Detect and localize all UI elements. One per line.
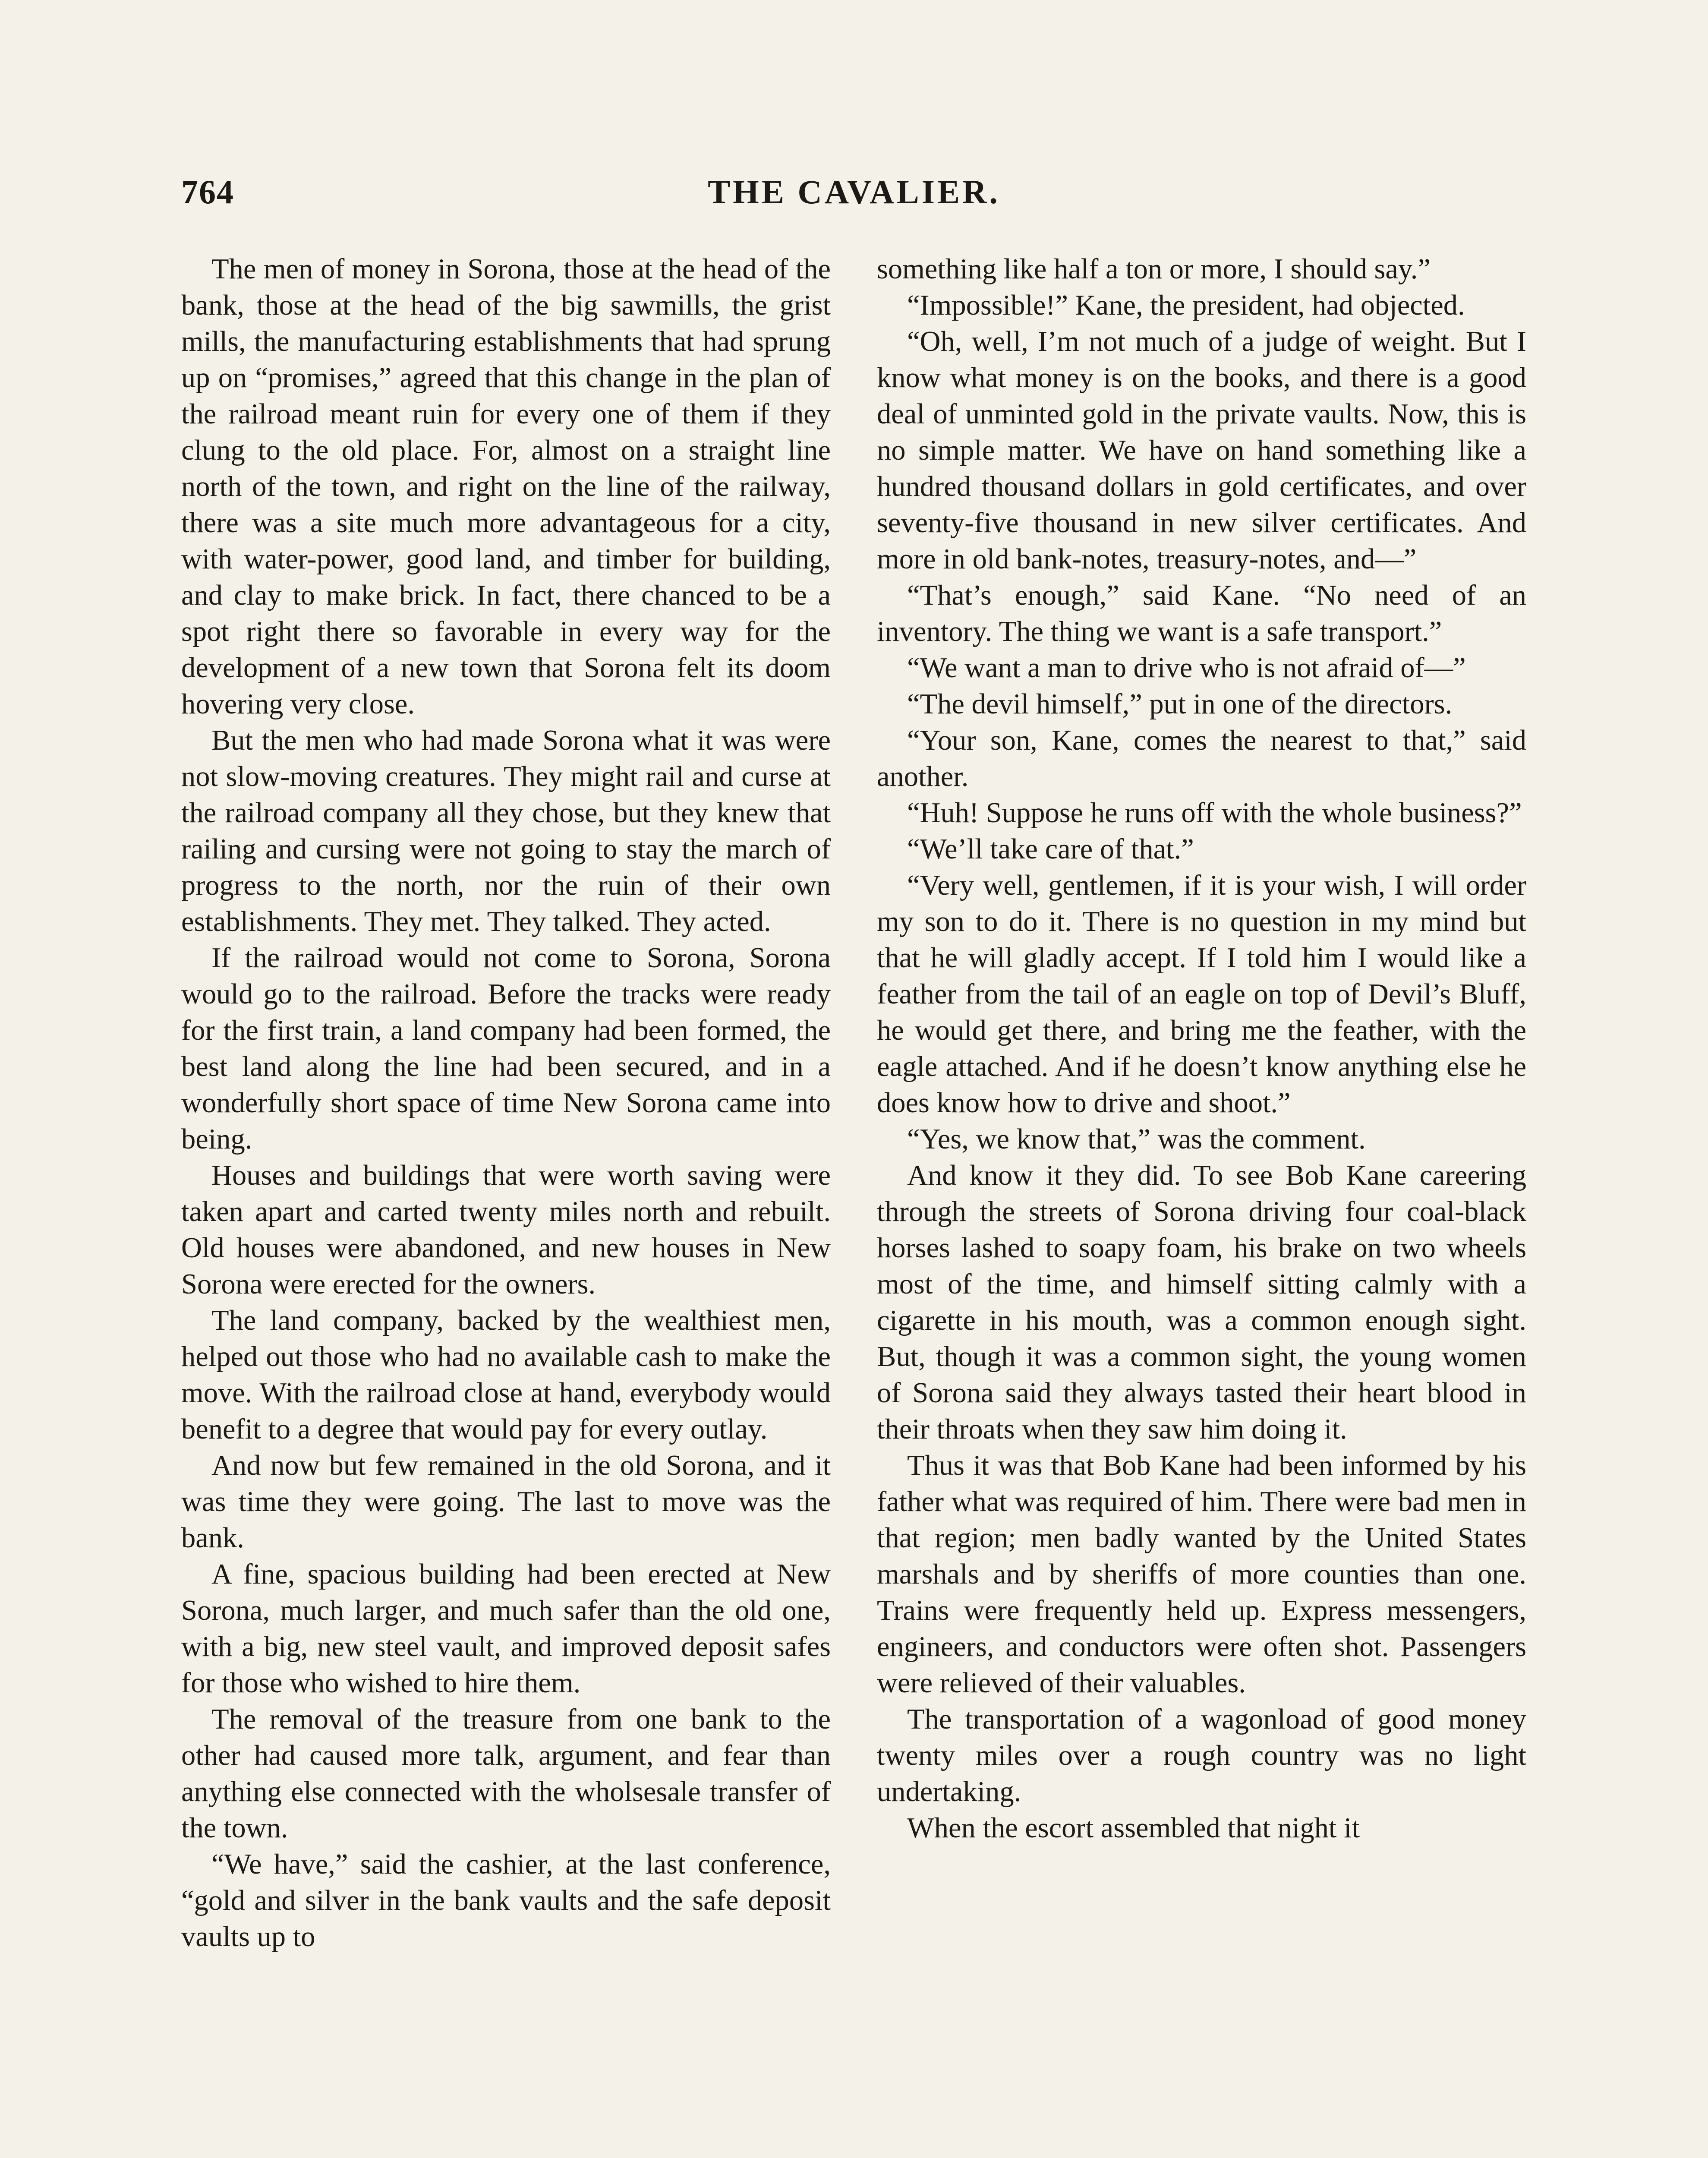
paragraph: something like half a ton or more, I should say.” [877,253,1431,285]
paragraph: “Very well, gentlemen, if it is your wish, I will order my son to do it. There is no question in my mind but that he will gladly accept. If I told him I would like a feather from the tail of an eagle on top of Devil’s Bluff, he would get there, and bring me the feather, with the eagle attached. And if he doesn’t know anything else he does know how to drive and shoot.” [877,870,1526,1119]
paragraph: When the escort assembled that night it [907,1812,1360,1844]
paragraph: “Impossible!” Kane, the president, had objected. [907,290,1465,321]
paragraph: “Huh! Suppose he runs off with the whole business?” [907,797,1522,829]
paragraph: Houses and buildings that were worth saving were taken apart and carted twenty miles north and rebuilt. Old houses were abandoned, and new houses in New Sorona were erected for the owners. [181,1160,831,1300]
paragraph: If the railroad would not come to Sorona, Sorona would go to the railroad. Before the tracks were ready for the first train, a land company had been formed, the best land along the line had been secured, and in a wonderfully short space of time New Sorona came into being. [181,942,831,1155]
paragraph: “We have,” said the cashier, at the last conference, “gold and silver in the bank vaults and the safe deposit vaults up to [181,1849,831,1953]
paragraph: Thus it was that Bob Kane had been informed by his father what was required of him. There were bad men in that region; men badly wanted by the United States marshals and by sheriffs of more counties than one. Trains were frequently held up. Express messengers, engineers, and conductors were often shot. Passengers were relieved of their valuables. [877,1450,1526,1699]
paragraph: “We want a man to drive who is not afraid of—” [907,652,1466,684]
paragraph: The transportation of a wagonload of good money twenty miles over a rough country was no light undertaking. [877,1704,1526,1808]
right-column [877,251,1526,1846]
paragraph: “Yes, we know that,” was the comment. [907,1123,1366,1155]
left-column [181,251,831,1955]
paragraph: The removal of the treasure from one bank to the other had caused more talk, argument, and fear than anything else connected with the wholsesale transfer of the town. [181,1704,831,1844]
paragraph: The men of money in Sorona, those at the head of the bank, those at the head of the big sawmills, the grist mills, the manufacturing establishments that had sprung up on “promises,” agreed that this change in the plan of the railroad meant ruin for every one of them if they clung to the old place. For, almost on a straight line north of the town, and right on the line of the railway, there was a site much more advantageous for a city, with water-power, good land, and timber for building, and clay to make brick. In fact, there chanced to be a spot right there so favorable in every way for the development of a new town that Sorona felt its doom hovering very close. [181,253,831,720]
paragraph: But the men who had made Sorona what it was were not slow-moving creatures. They might rail and curse at the railroad company all they chose, but they knew that railing and cursing were not going to stay the march of progress to the north, nor the ruin of their own establishments. They met. They talked. They acted. [181,725,831,937]
paragraph: The land company, backed by the wealthiest men, helped out those who had no available cash to make the move. With the railroad close at hand, everybody would benefit to a degree that would pay for every outlay. [181,1305,831,1445]
paragraph: And now but few remained in the old Sorona, and it was time they were going. The last to move was the bank. [181,1450,831,1554]
page-number: 764 [181,173,234,211]
paragraph: “That’s enough,” said Kane. “No need of an inventory. The thing we want is a safe transport.” [877,580,1526,647]
paragraph: “The devil himself,” put in one of the directors. [907,688,1453,720]
running-title: THE CAVALIER. [708,173,1000,211]
paragraph: “Oh, well, I’m not much of a judge of weight. But I know what money is on the books, and there is a good deal of unminted gold in the private vaults. Now, this is no simple matter. We have on hand something like a hundred thousand dollars in gold certificates, and over seventy-five thousand in new silver certificates. And more in old bank-notes, treasury-notes, and—” [877,326,1526,575]
paragraph: “We’ll take care of that.” [907,833,1194,865]
paragraph: “Your son, Kane, comes the nearest to that,” said another. [877,725,1526,792]
paragraph: And know it they did. To see Bob Kane careering through the streets of Sorona driving four coal-black horses lashed to soapy foam, his brake on two wheels most of the time, and himself sitting calmly with a cigarette in his mouth, was a common enough sight. But, though it was a common sight, the young women of Sorona said they always tasted their heart blood in their throats when they saw him doing it. [877,1160,1526,1445]
paragraph: A fine, spacious building had been erected at New Sorona, much larger, and much safer than the old one, with a big, new steel vault, and improved deposit safes for those who wished to hire them. [181,1559,831,1699]
